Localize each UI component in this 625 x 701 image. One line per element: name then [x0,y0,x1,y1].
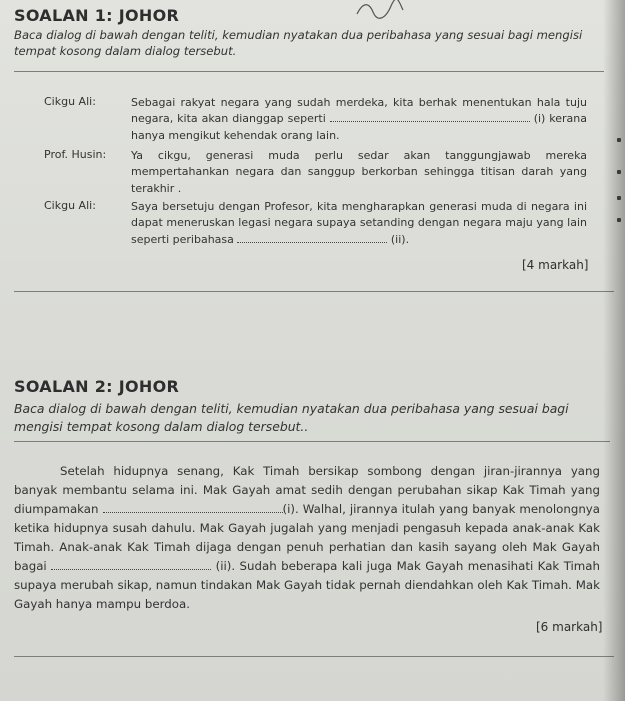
dialog-speaker-2: Prof. Husin: [44,148,107,161]
soalan2-box-bottom [14,656,614,657]
dialog-text-1-after: (i) kerana hanya mengikut kehendak orang lain. [131,112,588,142]
soalan1-instruction: Baca dialog di bawah dengan teliti, kemudian nyatakan dua peribahasa yang sesuai bagi mengisi tempat kosong dalam dialog tersebut. [14,28,583,58]
soalan1-marks: [4 markah] [522,258,589,272]
dialog-speaker-1: Cikgu Ali: [44,95,96,108]
dialog-text-2-before: Ya cikgu, generasi muda perlu sedar akan tanggungjawab mereka mempertahankan negara dan sanggup berkorban sehingga titisan darah yang terakhir . [131,149,587,195]
soalan1-box-bottom [14,291,614,292]
punch-mark [617,138,621,142]
page-edge-shadow [603,0,625,701]
dialog-text-2 [131,148,587,197]
soalan1-box-top [14,71,604,72]
soalan2-marks: [6 markah] [536,620,603,634]
punch-mark [617,170,621,174]
passage-part-1: Setelah hidupnya senang, Kak Timah bersikap sombong dengan jiran-jirannya yang banyak membantu selama ini. Mak Gayah amat sedih dengan perubahan sikap Kak Timah yang diumpamakan [14,464,600,516]
soalan2-title: SOALAN 2: JOHOR [14,377,180,396]
soalan2-box-top [14,441,610,442]
pen-squiggle [355,0,415,20]
dialog-text-1-before: Sebagai rakyat negara yang sudah merdeka, kita berhak menentukan hala tuju negara, kita akan dianggap seperti [131,96,587,126]
soalan2-passage [14,462,600,614]
dialog-text-1 [131,95,587,144]
dialog-text-3 [131,199,587,248]
passage-part-2: (i). Walhal, jirannya itulah yang banyak menolongnya ketika hidupnya susah dahulu. Mak Gayah jugalah yang menjadi pengasuh kepada anak-anak Kak Timah. Anak-anak Kak Timah dijaga dengan penuh perhatian dan kasih sayang oleh Mak Gayah bagai [14,502,601,573]
soalan2-instruction: Baca dialog di bawah dengan teliti, kemudian nyatakan dua peribahasa yang sesuai bagi mengisi tempat kosong dalam dialog tersebut.. [14,401,569,434]
soalan1-title: SOALAN 1: JOHOR [14,6,180,25]
dialog-text-3-before: Saya bersetuju dengan Profesor, kita mengharapkan generasi muda di negara ini dapat meneruskan legasi negara supaya setanding dengan negara maju yang lain seperti peribahasa [131,200,587,246]
answer-blank-ii[interactable] [237,242,387,243]
punch-mark [617,218,621,222]
answer-blank-2i[interactable] [103,512,283,513]
dialog-speaker-3: Cikgu Ali: [44,199,96,212]
punch-mark [617,196,621,200]
dialog-text-3-after: (ii). [390,232,410,246]
answer-blank-i[interactable] [330,121,530,122]
answer-blank-2ii[interactable] [51,569,211,570]
passage-part-3: (ii). Sudah beberapa kali juga Mak Gayah menasihati Kak Timah supaya merubah sikap, namun tindakan Mak Gayah tidak pernah diendahkan oleh Kak Timah. Mak Gayah hanya mampu berdoa. [14,559,601,611]
